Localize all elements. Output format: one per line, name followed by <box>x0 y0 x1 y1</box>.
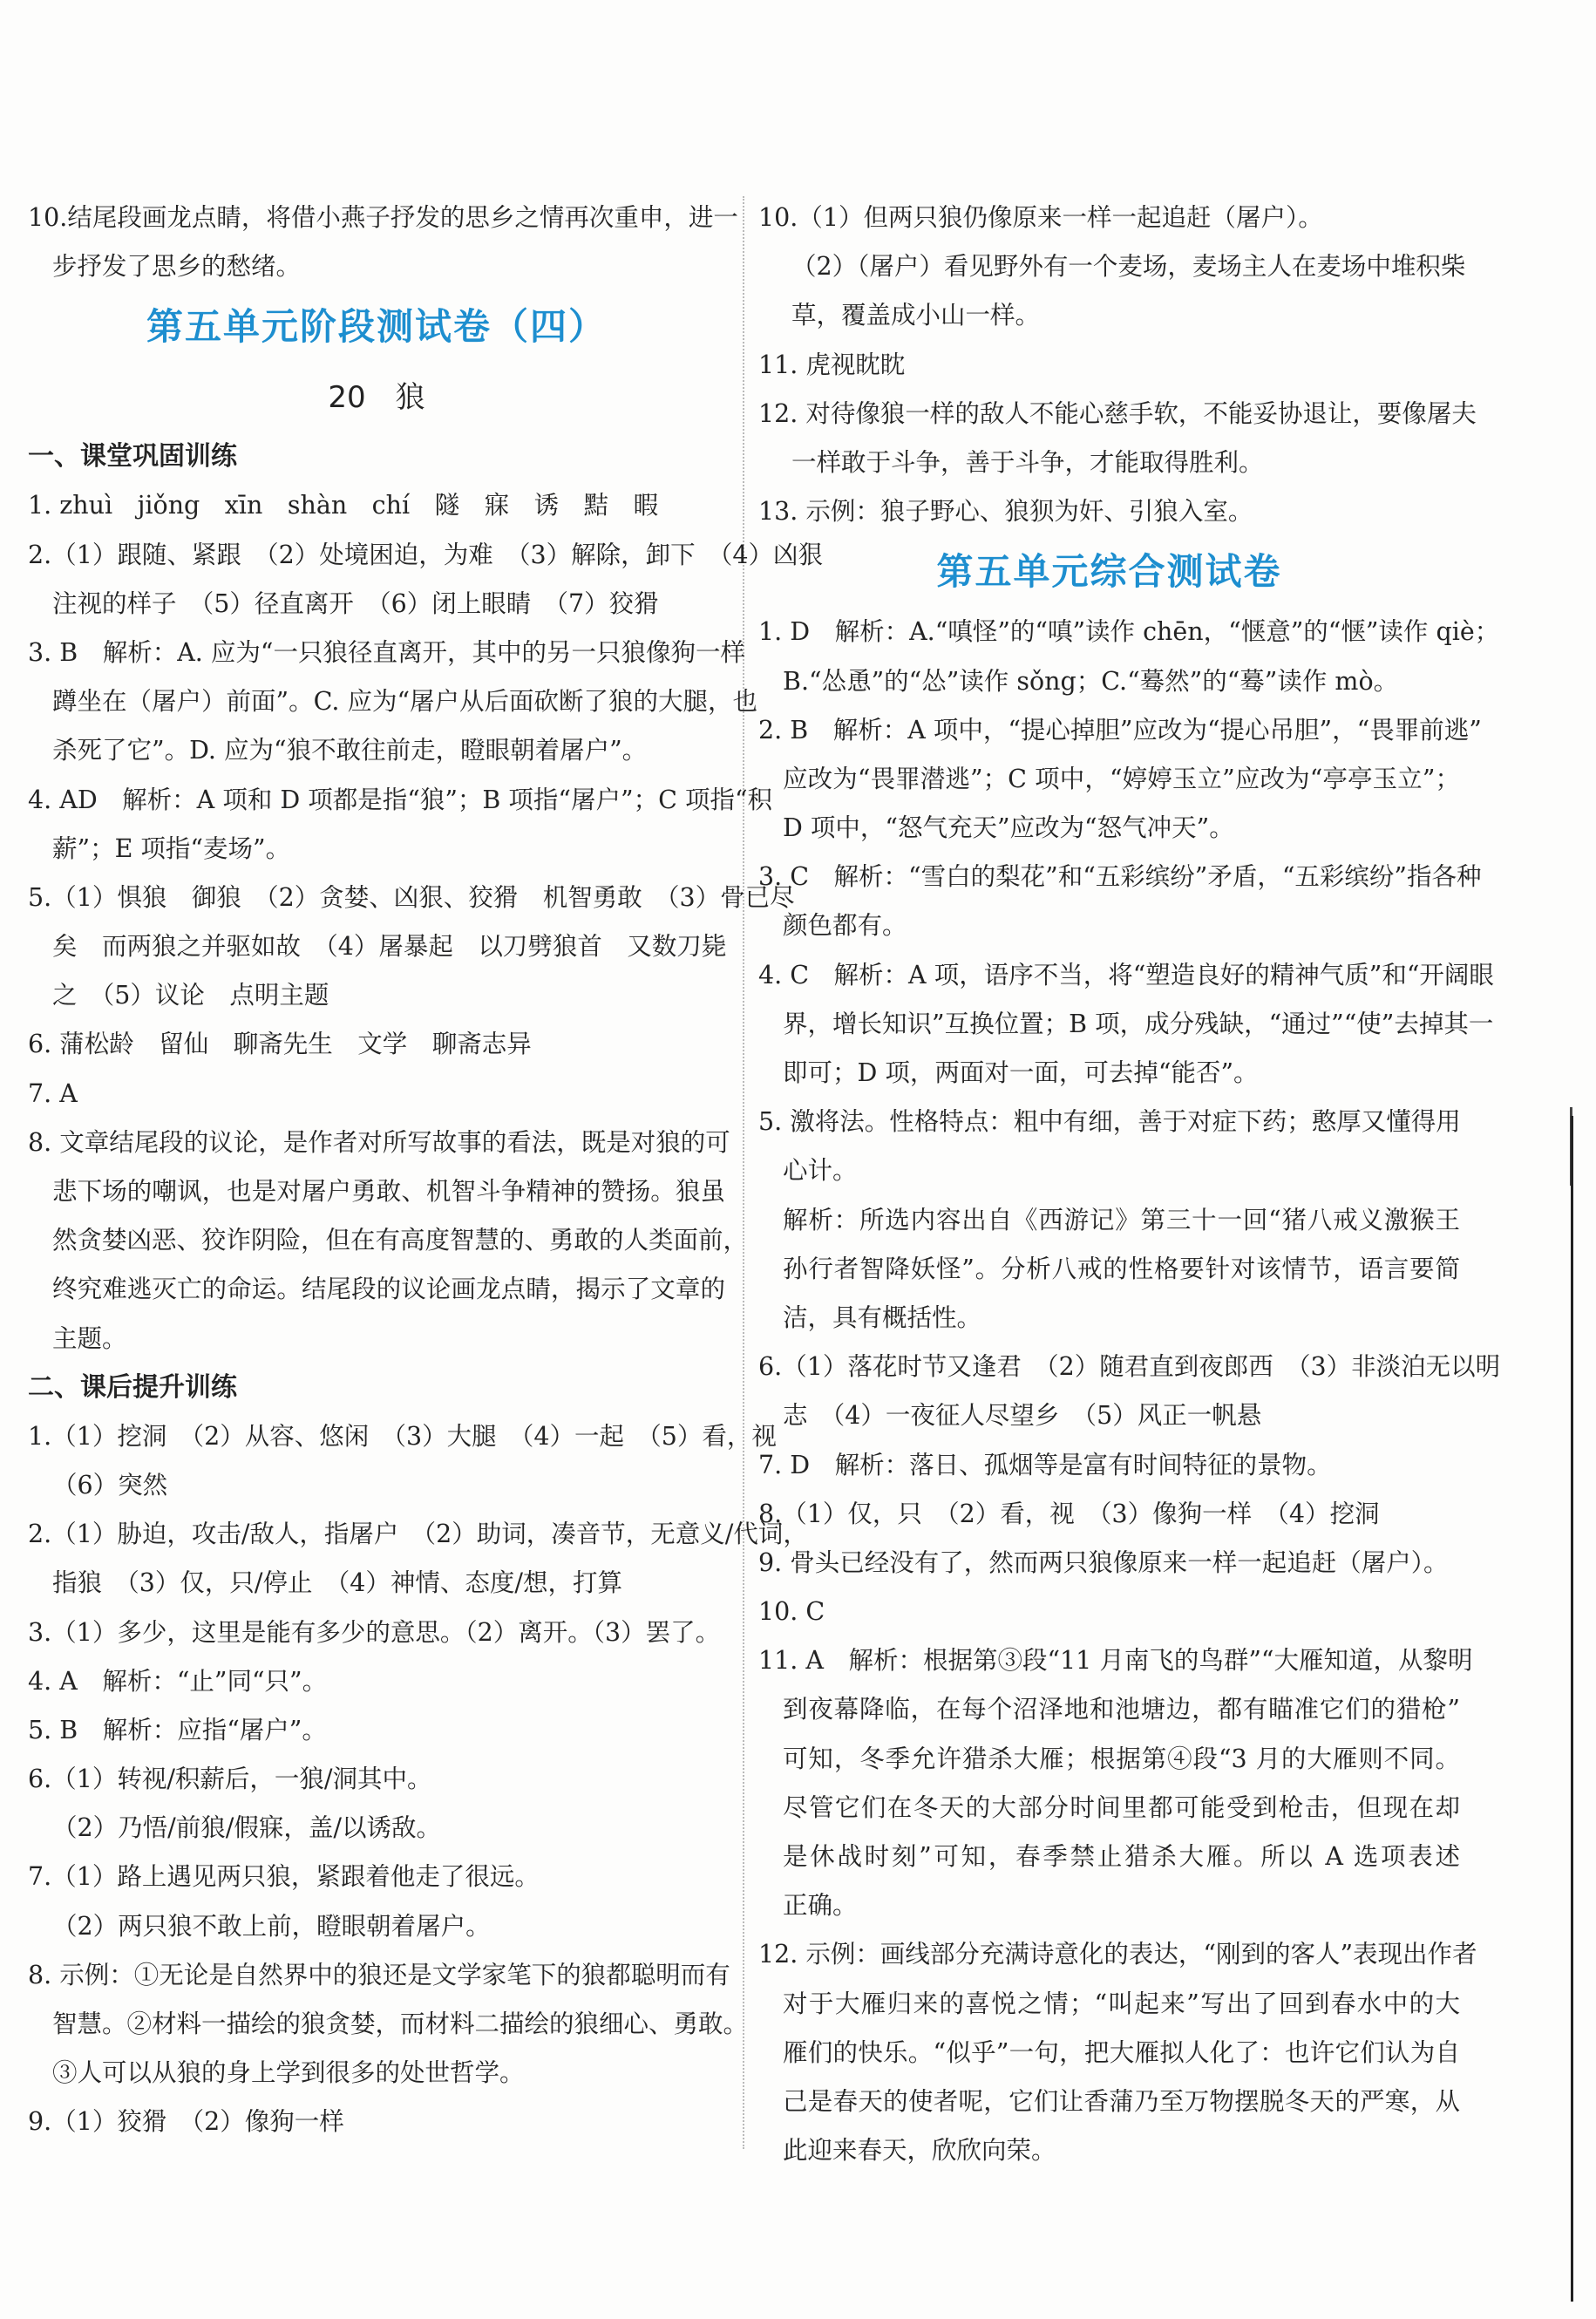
answer-line: 7. D 解析：落日、孤烟等是富有时间特征的景物。 <box>758 1450 1332 1479</box>
text-line: 10.结尾段画龙点睛，将借小燕子抒发的思乡之情再次重申，进一 <box>28 203 738 232</box>
answer-line: （2）（屠户）看见野外有一个麦场，麦场主人在麦场中堆积柴 <box>791 252 1466 282</box>
answer-line: 己是春天的使者呢，它们让香蒲乃至万物摆脱冬天的严寒，从 <box>783 2086 1460 2116</box>
answer-line: 雁们的快乐。“似乎”一句，把大雁拟人化了：也许它们认为自 <box>783 2037 1460 2067</box>
answer-line: 5. 激将法。性格特点：粗中有细，善于对症下药；憨厚又懂得用 <box>758 1107 1461 1137</box>
answer-line: 4. AD 解析：A 项和 D 项都是指“狼”；B 项指“屠户”；C 项指“积 <box>28 785 773 814</box>
answer-line: 5.（1）惧狼 御狼 （2）贪婪、凶狠、狡猾 机智勇敢 （3）骨已尽 <box>28 882 795 912</box>
answer-line: 8.（1）仅，只 （2）看，视 （3）像狗一样 （4）挖洞 <box>758 1499 1380 1528</box>
answer-line: 1. D 解析：A.“嗔怪”的“嗔”读作 chēn，“惬意”的“惬”读作 qiè； <box>758 617 1500 647</box>
answer-line: 心计。 <box>783 1156 858 1186</box>
answer-line: 5. B 解析：应指“屠户”。 <box>28 1715 327 1744</box>
answer-line: 界，增长知识”互换位置；B 项，成分残缺，“通过”“使”去掉其一 <box>783 1009 1494 1038</box>
answer-line: 一样敢于斗争，善于斗争，才能取得胜利。 <box>791 447 1264 477</box>
lesson-title: 20 狼 <box>328 380 425 416</box>
answer-line: 指狼 （3）仅，只/停止 （4）神情、态度/想，打算 <box>52 1568 622 1598</box>
answer-line: 10. C <box>758 1597 825 1627</box>
answer-line: 12. 对待像狼一样的敌人不能心慈手软，不能妥协退让，要像屠夫 <box>758 398 1477 428</box>
answer-line: 志 （4）一夜征人尽望乡 （5）风正一帆悬 <box>783 1401 1262 1431</box>
answer-line: 洁，具有概括性。 <box>783 1302 982 1332</box>
answer-line: 孙行者智降妖怪”。分析八戒的性格要针对该情节，语言要简 <box>783 1254 1460 1283</box>
answer-line: 悲下场的嘲讽，也是对屠户勇敢、机智斗争精神的赞扬。狼虽 <box>52 1177 725 1206</box>
section-heading: 二、课后提升训练 <box>28 1371 237 1403</box>
answer-line: 3. B 解析：A. 应为“一只狼径直离开，其中的另一只狼像狗一样 <box>28 637 745 667</box>
answer-line: 应改为“畏罪潜逃”；C 项中，“婷婷玉立”应改为“亭亭玉立”； <box>783 764 1460 793</box>
answer-line: （2）乃悟/前狼/假寐，盖/以诱敌。 <box>52 1813 441 1843</box>
answer-line: 3. C 解析：“雪白的梨花”和“五彩缤纷”矛盾，“五彩缤纷”指各种 <box>758 862 1482 892</box>
answer-line: 11. A 解析：根据第③段“11 月南飞的鸟群”“大雁知道，从黎明 <box>758 1646 1473 1676</box>
answer-line: 是休战时刻”可知，春季禁止猎杀大雁。所以 A 选项表述 <box>783 1842 1460 1871</box>
answer-line: 11. 虎视眈眈 <box>758 350 906 379</box>
answer-line: 矣 而两狼之并驱如故 （4）屠暴起 以刀劈狼首 又数刀毙 <box>52 932 727 962</box>
answer-line: 解析：所选内容出自《西游记》第三十一回“猪八戒义激猴王 <box>783 1205 1460 1234</box>
section-heading: 一、课堂巩固训练 <box>28 441 237 473</box>
answer-line: 4. C 解析：A 项，语序不当，将“塑造良好的精神气质”和“开阔眼 <box>758 960 1494 989</box>
answer-line: 此迎来春天，欣欣向荣。 <box>783 2136 1056 2166</box>
answer-line: 可知，冬季允许猎杀大雁；根据第④段“3 月的大雁则不同。 <box>783 1744 1460 1773</box>
answer-line: 之 （5）议论 点明主题 <box>52 981 329 1010</box>
answer-line: B.“怂恿”的“怂”读作 sǒng；C.“蓦然”的“蓦”读作 mò。 <box>783 666 1399 696</box>
answer-line: 草，覆盖成小山一样。 <box>791 301 1041 330</box>
answer-line: 8. 文章结尾段的议论，是作者对所写故事的看法，既是对狼的可 <box>28 1127 730 1157</box>
answer-line: 对于大雁归来的喜悦之情；“叫起来”写出了回到春水中的大 <box>783 1989 1460 2018</box>
answer-line: 8. 示例：①无论是自然界中的狼还是文学家笔下的狼都聪明而有 <box>28 1960 730 1989</box>
text-line: 步抒发了思乡的愁绪。 <box>52 252 302 282</box>
answer-line: 2.（1）跟随、紧跟 （2）处境困迫，为难 （3）解除，卸下 （4）凶狠 <box>28 540 823 569</box>
answer-line: D 项中，“怒气充天”应改为“怒气冲天”。 <box>783 813 1234 843</box>
unit-title: 第五单元阶段测试卷（四） <box>146 305 607 349</box>
answer-line: 颜色都有。 <box>783 911 907 941</box>
answer-line: 3.（1）多少，这里是能有多少的意思。（2）离开。（3）罢了。 <box>28 1617 721 1647</box>
column-divider <box>743 196 744 2149</box>
answer-line: 到夜幕降临，在每个沼泽地和池塘边，都有瞄准它们的猎枪” <box>783 1695 1460 1724</box>
answer-line: 12. 示例：画线部分充满诗意化的表达，“刚到的客人”表现出作者 <box>758 1940 1477 1969</box>
answer-line: 1. zhuì jiǒng xīn shàn chí 隧 寐 诱 黠 暇 <box>28 491 659 520</box>
answer-line: 尽管它们在冬天的大部分时间里都可能受到枪击，但现在却 <box>783 1792 1460 1822</box>
unit-title: 第五单元综合测试卷 <box>936 550 1282 594</box>
answer-line: 薪”；E 项指“麦场”。 <box>52 833 291 863</box>
answer-line: 7. A <box>28 1078 78 1108</box>
answer-line: 13. 示例：狼子野心、狼狈为奸、引狼入室。 <box>758 497 1253 527</box>
answer-line: 然贪婪凶恶、狡诈阴险，但在有高度智慧的、勇敢的人类面前， <box>52 1226 749 1255</box>
answer-line: 9. 骨头已经没有了，然而两只狼像原来一样一起追赶（屠户）。 <box>758 1547 1449 1577</box>
answer-line: 6.（1）落花时节又逢君 （2）随君直到夜郎西 （3）非淡泊无以明 <box>758 1352 1501 1382</box>
answer-line: 杀死了它”。D. 应为“狼不敢往前走，瞪眼朝着屠户”。 <box>52 736 648 765</box>
answer-line: 即可；D 项，两面对一面，可去掉“能否”。 <box>783 1058 1259 1087</box>
answer-line: 6. 蒲松龄 留仙 聊斋先生 文学 聊斋志异 <box>28 1030 532 1059</box>
answer-line: 正确。 <box>783 1891 858 1921</box>
answer-line: 1.（1）挖洞 （2）从容、悠闲 （3）大腿 （4）一起 （5）看，视 <box>28 1421 777 1451</box>
answer-line: （6）突然 <box>52 1470 168 1500</box>
right-column <box>758 194 1501 2175</box>
answer-line: 2.（1）胁迫，攻击/敌人，指屠户 （2）助词，凑音节，无意义/代词， <box>28 1520 808 1549</box>
answer-line: 9.（1）狡猾 （2）像狗一样 <box>28 2107 344 2137</box>
answer-line: 蹲坐在（屠户）前面”。C. 应为“屠户从后面砍断了狼的大腿，也 <box>52 687 758 717</box>
answer-line: 7.（1）路上遇见两只狼，紧跟着他走了很远。 <box>28 1862 540 1892</box>
answer-line: 注视的样子 （5）径直离开 （6）闭上眼睛 （7）狡猾 <box>52 588 659 618</box>
answer-line: 6.（1）转视/积薪后，一狼/洞其中。 <box>28 1765 432 1794</box>
page-edge-line <box>1571 1116 1573 2302</box>
answer-line: 智慧。②材料一描绘的狼贪婪，而材料二描绘的狼细心、勇敢。 <box>52 2010 749 2038</box>
answer-line: 主题。 <box>52 1323 127 1353</box>
answer-line: （2）两只狼不敢上前，瞪眼朝着屠户。 <box>52 1911 491 1941</box>
answer-line: 10.（1）但两只狼仍像原来一样一起追赶（屠户）。 <box>758 203 1323 232</box>
answer-line: 终究难逃灭亡的命运。结尾段的议论画龙点睛，揭示了文章的 <box>52 1275 725 1304</box>
answer-line: 4. A 解析：“止”同“只”。 <box>28 1666 328 1696</box>
answer-line: 2. B 解析：A 项中，“提心掉胆”应改为“提心吊胆”，“畏罪前逃” <box>758 715 1482 745</box>
answer-line: ③人可以从狼的身上学到很多的处世哲学。 <box>52 2058 525 2088</box>
